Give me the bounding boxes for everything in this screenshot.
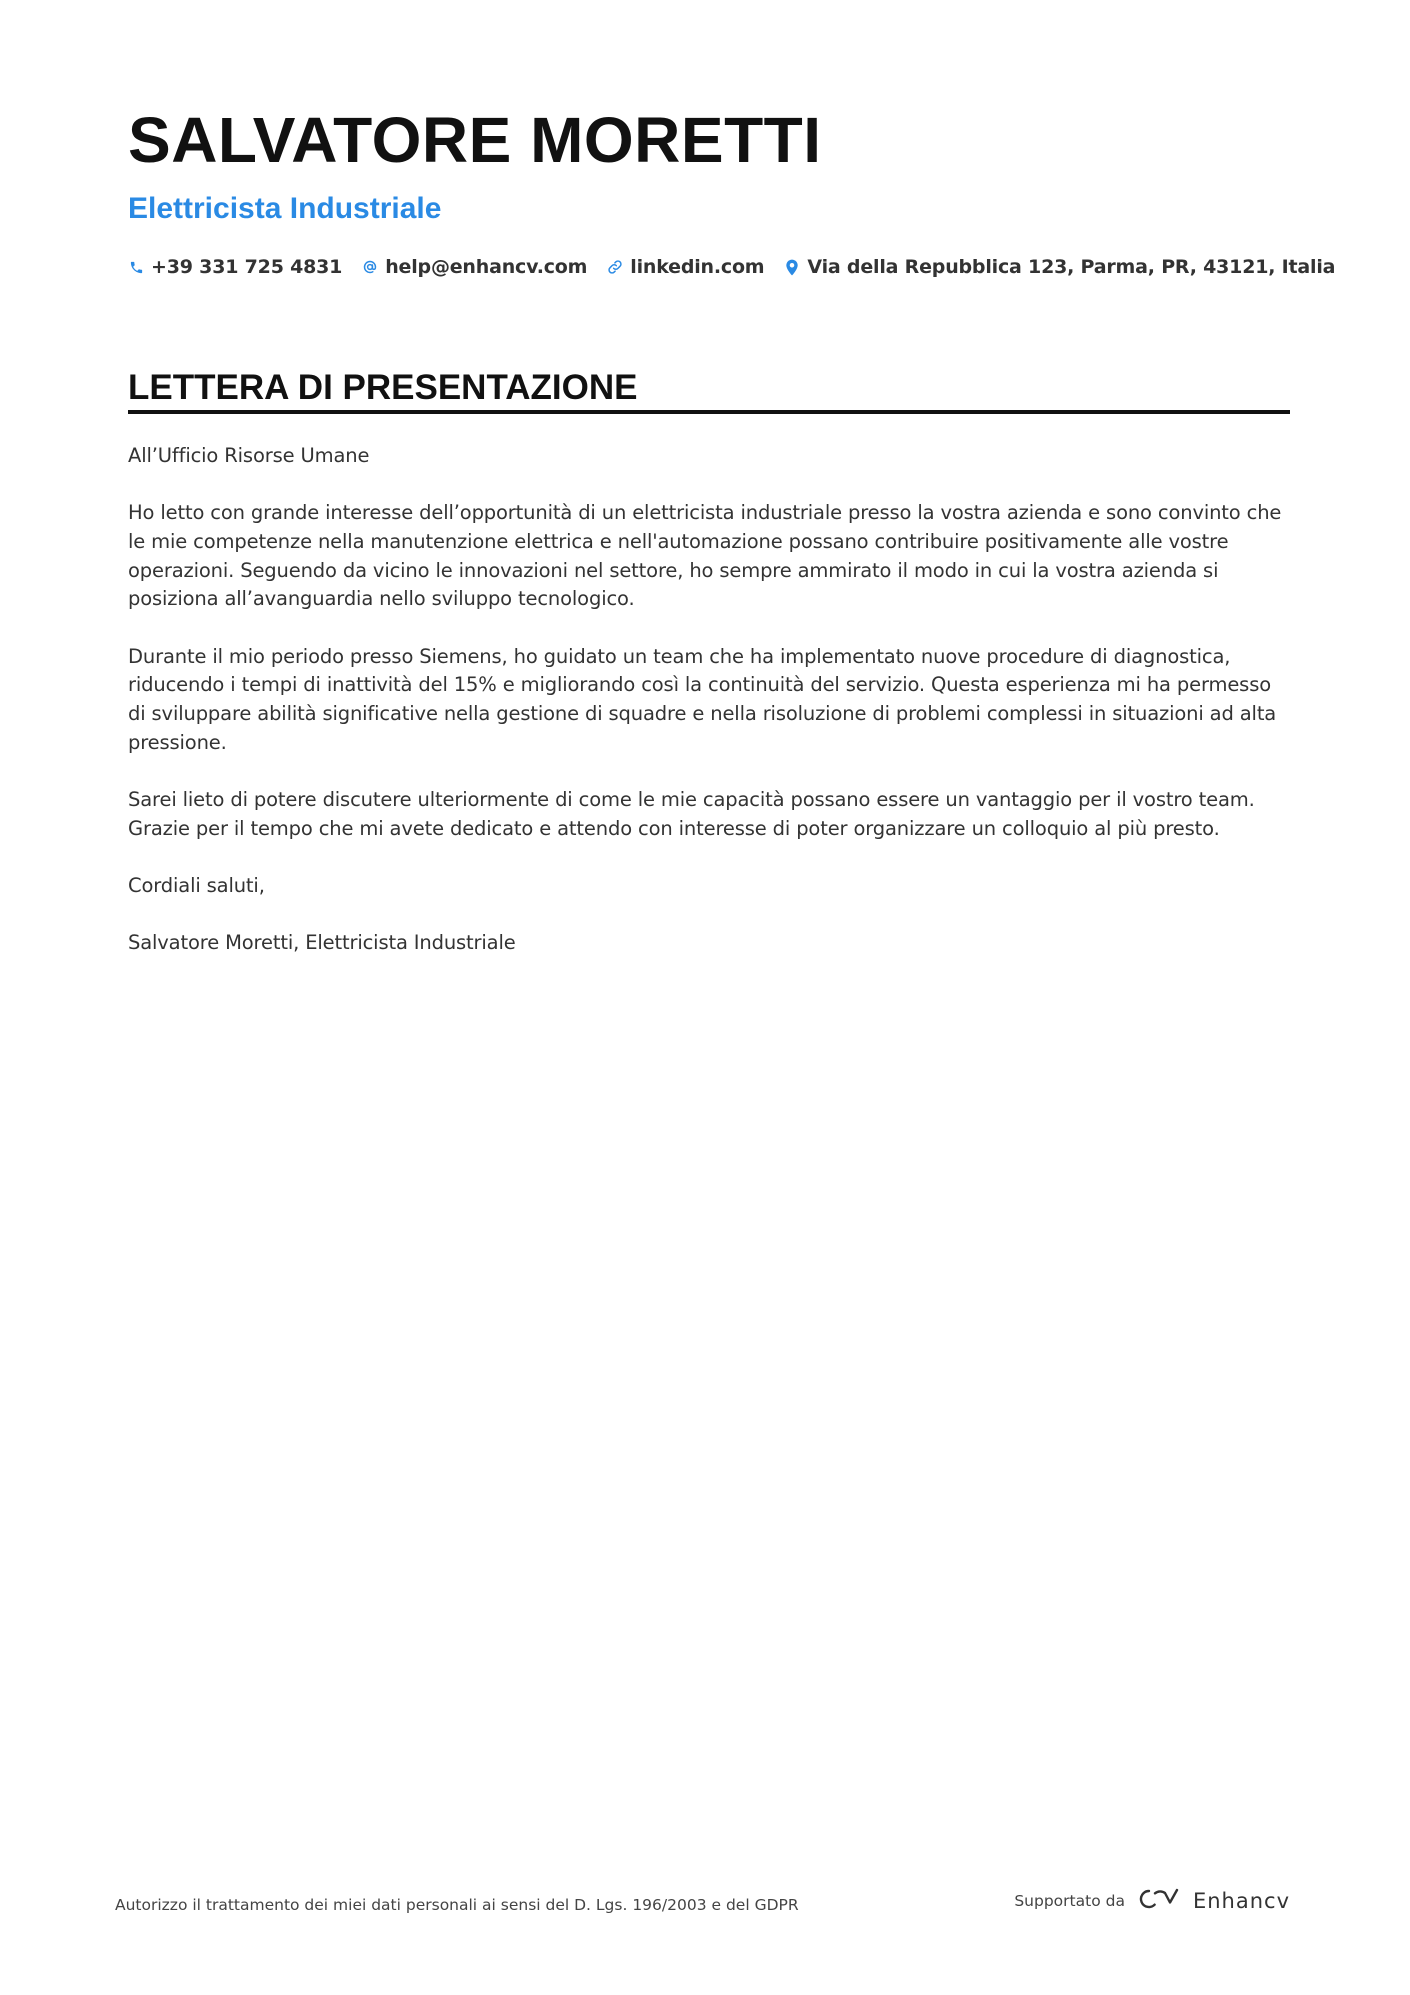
contact-address	[784, 256, 1335, 278]
contact-linkedin-text: linkedin.com	[630, 256, 765, 278]
at-icon	[362, 259, 378, 275]
candidate-name: SALVATORE MORETTI	[128, 104, 822, 176]
enhancv-logo	[1137, 1887, 1290, 1915]
letter-closing: Cordiali saluti,	[128, 873, 265, 897]
candidate-role: Elettricista Industriale	[128, 192, 442, 225]
enhancv-brand-name: Enhancv	[1192, 1889, 1290, 1913]
contact-phone	[128, 256, 342, 278]
letter-greeting: All’Ufficio Risorse Umane	[128, 444, 370, 467]
privacy-consent-note: Autorizzo il trattamento dei miei dati personali ai sensi del D. Lgs. 196/2003 e del GDPR	[115, 1896, 799, 1914]
letter-signature: Salvatore Moretti, Elettricista Industriale	[128, 930, 516, 954]
supported-by	[1014, 1887, 1290, 1915]
letter-body	[128, 442, 1290, 986]
letter-paragraph: Durante il mio periodo presso Siemens, ho guidato un team che ha implementato nuove procedure di diagnostica, riducendo i tempi di inattività del 15% e migliorando così la continuità del servizio. Questa esperienza mi ha permesso di sviluppare abilità significative nella gestione di squadre e nella risoluzione di problemi complessi in situazioni ad alta pressione.	[128, 644, 1277, 754]
link-icon	[607, 259, 623, 275]
section-title: LETTERA DI PRESENTAZIONE	[128, 368, 638, 407]
contact-bar	[128, 256, 1335, 278]
contact-address-text: Via della Repubblica 123, Parma, PR, 43121, Italia	[807, 256, 1336, 278]
letter-paragraph: Sarei lieto di potere discutere ulteriormente di come le mie capacità possano essere un vantaggio per il vostro team. Grazie per il tempo che mi avete dedicato e attendo con interesse di poter organizzare un colloquio al più presto.	[128, 787, 1255, 840]
contact-linkedin	[607, 256, 764, 278]
phone-icon	[128, 259, 144, 275]
contact-email	[362, 256, 587, 278]
supported-by-label: Supportato da	[1014, 1892, 1125, 1910]
section-divider	[128, 410, 1290, 414]
enhancv-logo-icon	[1137, 1887, 1183, 1915]
contact-email-text: help@enhancv.com	[385, 256, 588, 278]
contact-phone-text: +39 331 725 4831	[151, 256, 343, 278]
letter-paragraph: Ho letto con grande interesse dell’opportunità di un elettricista industriale presso la vostra azienda e sono convinto che le mie competenze nella manutenzione elettrica e nell'automazione possano contribuire positivamente alle vostre operazioni. Seguendo da vicino le innovazioni nel settore, ho sempre ammirato il modo in cui la vostra azienda si posiziona all’avanguardia nello sviluppo tecnologico.	[128, 501, 1282, 611]
location-pin-icon	[784, 259, 800, 275]
